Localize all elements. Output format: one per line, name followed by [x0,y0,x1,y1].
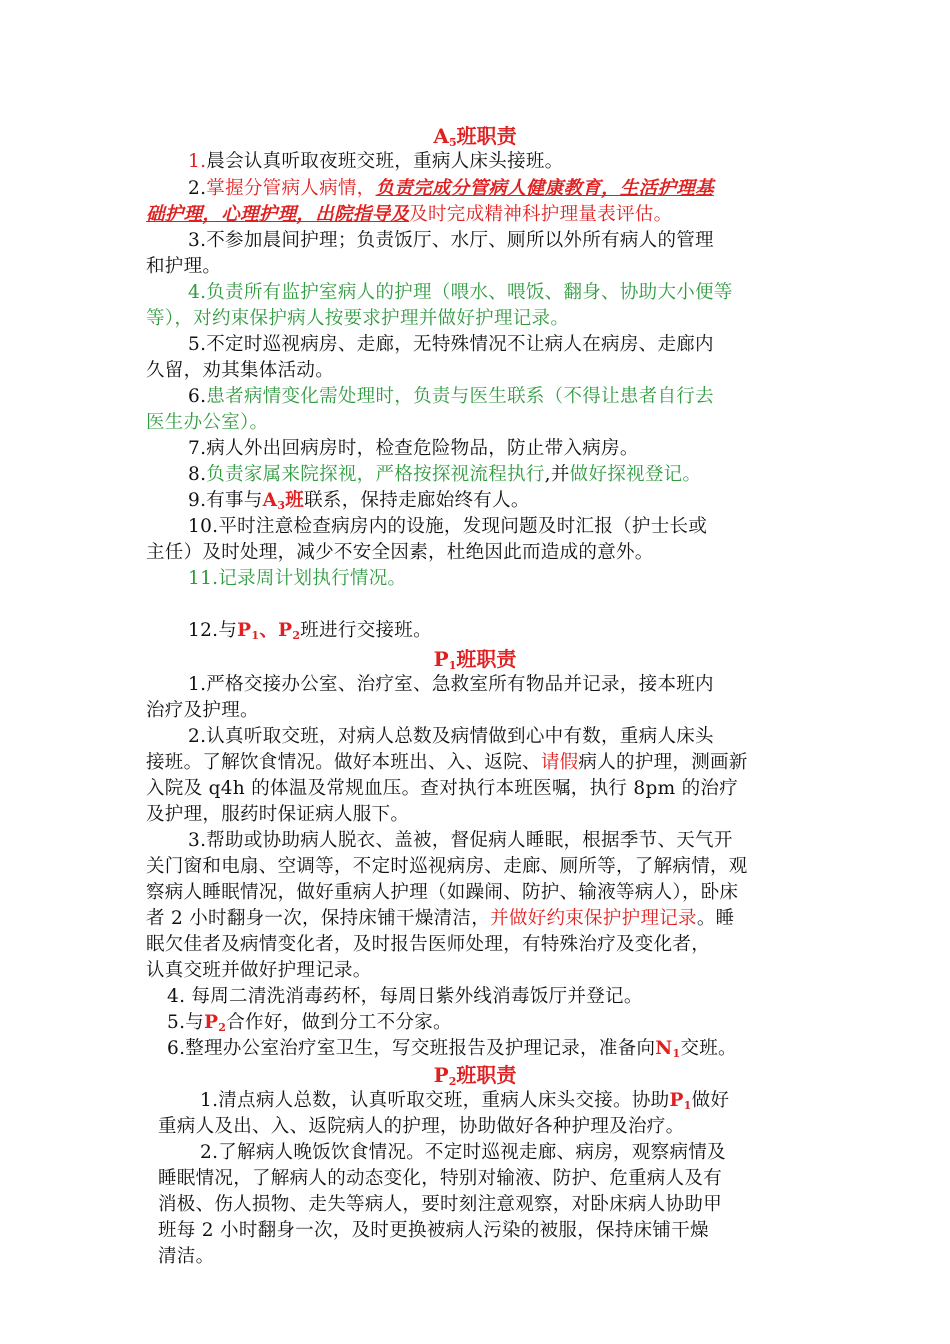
p1-item-1-line-1: 1.严格交接办公室、治疗室、急救室所有物品并记录，接本班内 [188,674,714,695]
p1-item-3-line-1: 3.帮助或协助病人脱衣、盖被，督促病人睡眠，根据季节、天气开 [188,830,733,851]
p1-item-2-line-2: 接班。了解饮食情况。做好本班出、入、返院、请假病人的护理，测画新 [146,752,748,773]
a5-item-2-line-1: 2.掌握分管病人病情，负责完成分管病人健康教育，生活护理基 [188,178,714,199]
a5-item-6-line-2: 医生办公室）。 [146,412,269,433]
a5-item-5-line-2: 久留，劝其集体活动。 [146,360,335,381]
a5-item-6-line-1: 6.患者病情变化需处理时，负责与医生联系（不得让患者自行去 [188,386,714,407]
a5-item-3-line-1: 3.不参加晨间护理；负责饭厅、水厅、厕所以外所有病人的管理 [188,230,714,251]
p2-item-2-line-2: 睡眠情况，了解病人的动态变化，特别对输液、防护、危重病人及有 [158,1168,723,1189]
p2-heading: $P_2$班职责 [433,1063,517,1088]
p2-item-1-line-1: 1.清点病人总数，认真听取交班，重病人床头交接。协助$P_1$做好 [200,1090,730,1112]
p1-heading: $P_1$班职责 [433,647,517,672]
a5-item-5-line-1: 5.不定时巡视病房、走廊，无特殊情况不让病人在病房、走廊内 [188,334,714,355]
a5-item-2-line-2: 础护理，心理护理，出院指导及及时完成精神科护理量表评估。 [146,204,673,225]
a5-item-4-line-1: 4.负责所有监护室病人的护理（喂水、喂饭、翻身、协助大小便等 [188,282,733,303]
a5-item-3-line-2: 和护理。 [146,256,222,277]
p1-item-6: 6.整理办公室治疗室卫生，写交班报告及护理记录，准备向$N_1$交班。 [167,1038,737,1060]
p1-item-3-line-6: 认真交班并做好护理记录。 [146,960,372,981]
p1-item-3-line-4: 者 2 小时翻身一次，保持床铺干燥清洁，并做好约束保护护理记录。睡 [146,908,735,929]
p1-item-5: 5.与$P_2$合作好，做到分工不分家。 [167,1012,452,1034]
p2-item-1-line-2: 重病人及出、入、返院病人的护理，协助做好各种护理及治疗。 [158,1116,685,1137]
p2-item-2-line-1: 2.了解病人晚饭饮食情况。不定时巡视走廊、病房，观察病情及 [200,1142,726,1163]
a5-item-12: 12.与$P_1$、$P_2$班进行交接班。 [188,620,432,642]
a5-item-11: 11.记录周计划执行情况。 [188,568,407,589]
a5-item-10-line-1: 10.平时注意检查病房内的设施，发现问题及时汇报（护士长或 [188,516,708,537]
p2-item-2-line-5: 清洁。 [158,1246,215,1267]
p1-item-3-line-3: 察病人睡眠情况，做好重病人护理（如躁闹、防护、输液等病人），卧床 [146,882,739,903]
p1-item-2-line-3: 入院及 q4h 的体温及常规血压。查对执行本班医嘱，执行 8pm 的治疗 [146,778,739,799]
p1-item-4: 4. 每周二清洗消毒药杯，每周日紫外线消毒饭厅并登记。 [167,986,643,1007]
p2-item-2-line-3: 消极、伤人损物、走失等病人，要时刻注意观察，对卧床病人协助甲 [158,1194,723,1215]
a5-item-9: 9.有事与$A_3$班联系，保持走廊始终有人。 [188,490,530,512]
p1-item-2-line-1: 2.认真听取交班，对病人总数及病情做到心中有数，重病人床头 [188,726,714,747]
p1-item-3-line-5: 眠欠佳者及病情变化者，及时报告医师处理，有特殊治疗及变化者， [146,934,711,955]
a5-item-10-line-2: 主任）及时处理，减少不安全因素，杜绝因此而造成的意外。 [146,542,654,563]
a5-item-1: 1.晨会认真听取夜班交班，重病人床头接班。 [188,151,564,172]
a5-item-8: 8.负责家属来院探视，严格按探视流程执行,并做好探视登记。 [188,464,702,485]
a5-heading: $A_5$班职责 [433,124,517,149]
a5-item-7: 7.病人外出回病房时，检查危险物品，防止带入病房。 [188,438,639,459]
p1-item-2-line-4: 及护理，服药时保证病人服下。 [146,804,410,825]
p2-item-2-line-4: 班每 2 小时翻身一次，及时更换被病人污染的被服，保持床铺干燥 [158,1220,709,1241]
a5-item-4-line-2: 等），对约束保护病人按要求护理并做好护理记录。 [146,308,570,329]
p1-item-3-line-2: 关门窗和电扇、空调等，不定时巡视病房、走廊、厕所等，了解病情，观 [146,856,748,877]
p1-item-1-line-2: 治疗及护理。 [146,700,259,721]
